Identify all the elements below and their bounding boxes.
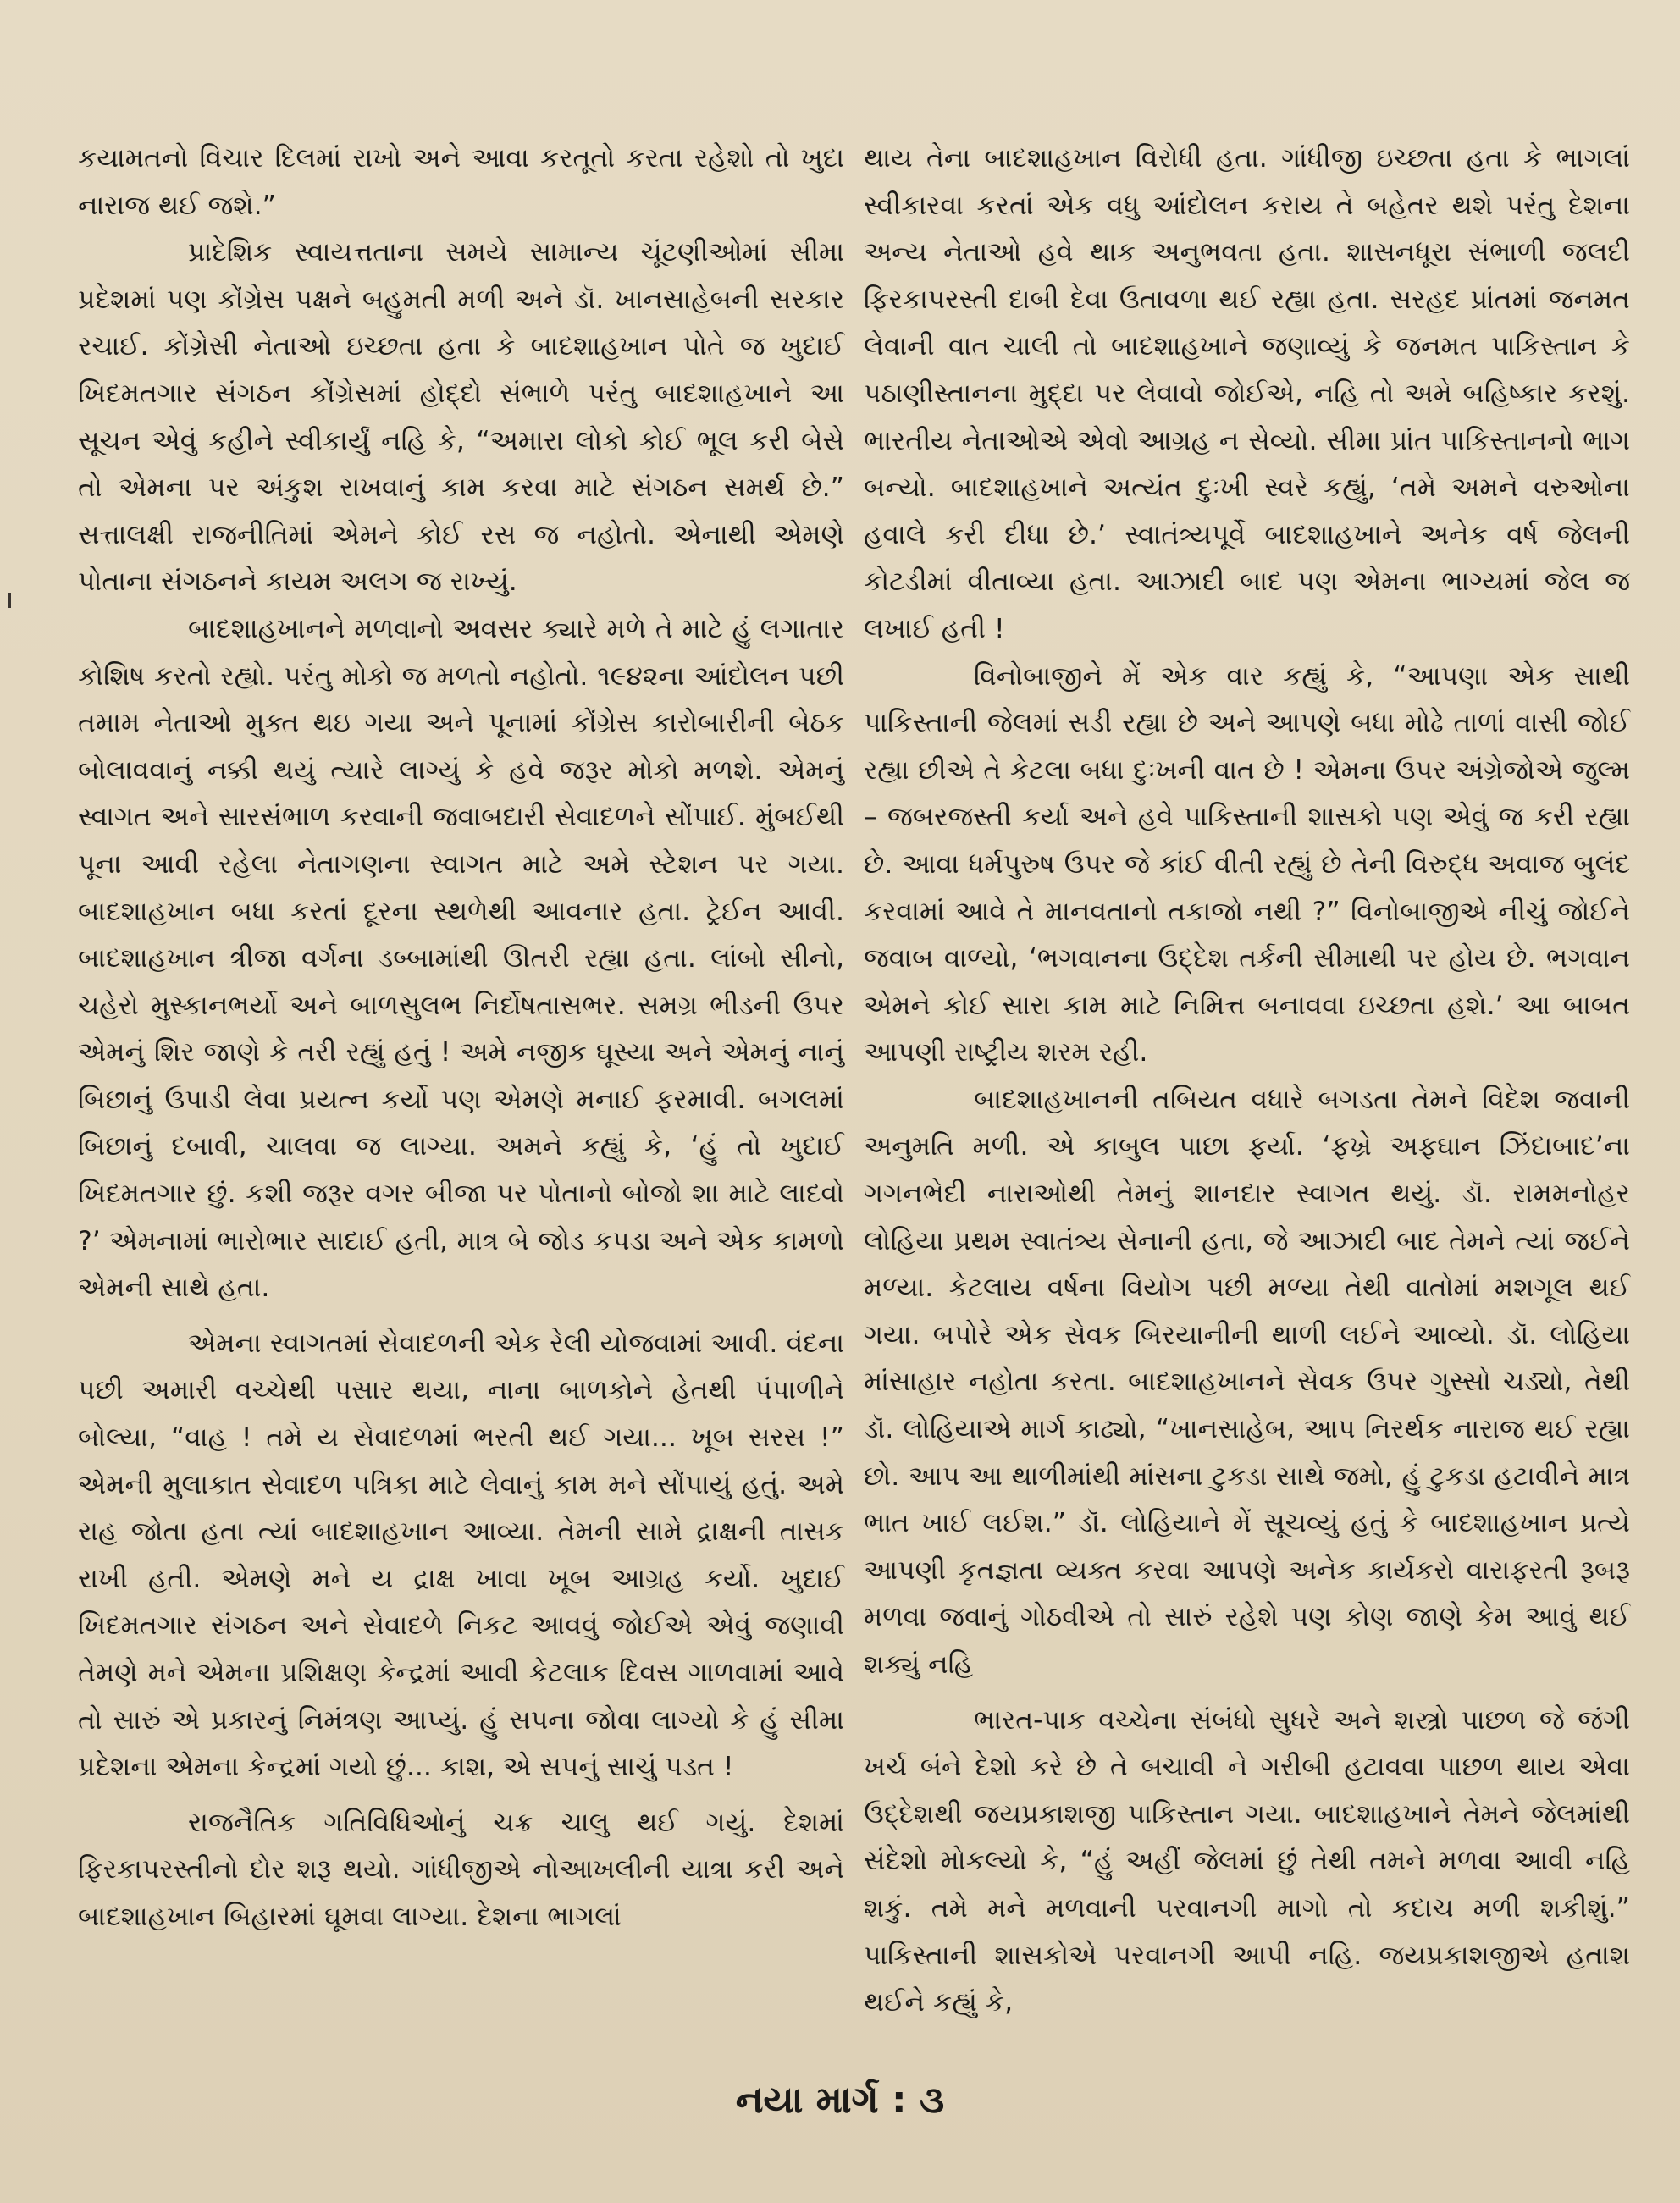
left-column xyxy=(78,135,844,1941)
paragraph: પ્રાદેશિક સ્વાયત્તતાના સમયે સામાન્ય ચૂંટણીઓમાં સીમા પ્રદેશમાં પણ કોંગ્રેસ પક્ષને બહુમતી મળી અને ડૉ. ખાનસાહેબની સરકાર રચાઈ. કોંગ્રેસી નેતાઓ ઇચ્છતા હતા કે બાદશાહખાન પોતે જ ખુદાઈ ખિદમતગાર સંગઠન કોંગ્રેસમાં હોદ્દો સંભાળે પરંતુ બાદશાહખાને આ સૂચન એવું કહીને સ્વીકાર્યું નહિ કે, “અમારા લોકો કોઈ ભૂલ કરી બેસે તો એમના પર અંકુશ રાખવાનું કામ કરવા માટે સંગઠન સમર્થ છે.” સત્તાલક્ષી રાજનીતિમાં એમને કોઈ રસ જ નહોતો. એનાથી એમણે પોતાના સંગઠનને કાયમ અલગ જ રાખ્યું. xyxy=(78,237,844,598)
paragraph: રાજનૈતિક ગતિવિધિઓનું ચક્ર ચાલુ થઈ ગયું. દેશમાં ફિરકાપરસ્તીનો દોર શરૂ થયો. ગાંધીજીએ નોઆખલીની યાત્રા કરી અને બાદશાહખાન બિહારમાં ઘૂમવા લાગ્યા. દેશના ભાગલાં xyxy=(78,1807,844,1932)
paragraph: બાદશાહખાનને મળવાનો અવસર ક્યારે મળે તે માટે હું લગાતાર કોશિષ કરતો રહ્યો. પરંતુ મોકો જ મળતો નહોતો. ૧૯૪૨ના આંદોલન પછી તમામ નેતાઓ મુક્ત થઇ ગયા અને પૂનામાં કોંગ્રેસ કારોબારીની બેઠક બોલાવવાનું નક્કી થયું ત્યારે લાગ્યું કે હવે જરૂર મોકો મળશે. એમનું સ્વાગત અને સારસંભાળ કરવાની જવાબદારી સેવાદળને સોંપાઈ. મુંબઈથી પૂના આવી રહેલા નેતાગણના સ્વાગત માટે અમે સ્ટેશન પર ગયા. બાદશાહખાન બધા કરતાં દૂરના સ્થળેથી આવનાર હતા. ટ્રેઈન આવી. બાદશાહખાન ત્રીજા વર્ગના ડબ્બામાંથી ઊતરી રહ્યા હતા. લાંબો સીનો, ચહેરો મુસ્કાનભર્યો અને બાળસુલભ નિર્દોષતાસભર. સમગ્ર ભીડની ઉપર એમનું શિર જાણે કે તરી રહ્યું હતું ! અમે નજીક ઘૂસ્યા અને એમનું નાનું બિછાનું ઉપાડી લેવા પ્રયત્ન કર્યો પણ એમણે મનાઈ ફરમાવી. બગલમાં બિછાનું દબાવી, ચાલવા જ લાગ્યા. અમને કહ્યું કે, ‘હું તો ખુદાઈ ખિદમતગાર છું. કશી જરૂર વગર બીજા પર પોતાનો બોજો શા માટે લાદવો ?’ એમનામાં ભારોભાર સાદાઈ હતી, માત્ર બે જોડ કપડા અને એક કામળો એમની સાથે હતા. xyxy=(78,613,845,1304)
paragraph: એમના સ્વાગતમાં સેવાદળની એક રેલી યોજવામાં આવી. વંદના પછી અમારી વચ્ચેથી પસાર થયા, નાના બાળકોને હેતથી પંપાળીને બોલ્યા, “વાહ ! તમે ય સેવાદળમાં ભરતી થઈ ગયા... ખૂબ સરસ !” એમની મુલાકાત સેવાદળ પત્રિકા માટે લેવાનું કામ મને સોંપાયું હતું. અમે રાહ જોતા હતા ત્યાં બાદશાહખાન આવ્યા. તેમની સામે દ્રાક્ષની તાસક રાખી હતી. એમણે મને ય દ્રાક્ષ ખાવા ખૂબ આગ્રહ કર્યો. ખુદાઈ ખિદમતગાર સંગઠન અને સેવાદળે નિકટ આવવું જોઈએ એવું જણાવી તેમણે મને એમના પ્રશિક્ષણ કેન્દ્રમાં આવી કેટલાક દિવસ ગાળવામાં આવે તો સારું એ પ્રકારનું નિમંત્રણ આપ્યું. હું સપના જોવા લાગ્યો કે હું સીમા પ્રદેશના એમના કેન્દ્રમાં ગયો છું... કાશ, એ સપનું સાચું પડત ! xyxy=(78,1328,844,1783)
paragraph: કયામતનો વિચાર દિલમાં રાખો અને આવા કરતૂતો કરતા રહેશો તો ખુદા નારાજ થઈ જશે.” xyxy=(78,143,844,221)
margin-mark xyxy=(8,593,11,608)
right-column xyxy=(864,135,1630,2027)
paragraph: બાદશાહખાનની તબિયત વધારે બગડતા તેમને વિદેશ જવાની અનુમતિ મળી. એ કાબુલ પાછા ફર્યા. ‘ફખ્રે અફઘાન ઝિંદાબાદ’ના ગગનભેદી નારાઓથી તેમનું શાનદાર સ્વાગત થયું. ડૉ. રામમનોહર લોહિયા પ્રથમ સ્વાતંત્ર્ય સેનાની હતા, જે આઝાદી બાદ તેમને ત્યાં જઈને મળ્યા. કેટલાય વર્ષના વિયોગ પછી મળ્યા તેથી વાતોમાં મશગૂલ થઈ ગયા. બપોરે એક સેવક બિરયાનીની થાળી લઈને આવ્યો. ડૉ. લોહિયા માંસાહાર નહોતા કરતા. બાદશાહખાનને સેવક ઉપર ગુસ્સો ચડ્યો, તેથી ડૉ. લોહિયાએ માર્ગ કાઢ્યો, “ખાનસાહેબ, આપ નિરર્થક નારાજ થઈ રહ્યા છો. આપ આ થાળીમાંથી માંસના ટુકડા સાથે જમો, હું ટુકડા હટાવીને માત્ર ભાત ખાઈ લઈશ.” ડૉ. લોહિયાને મેં સૂચવ્યું હતું કે બાદશાહખાન પ્રત્યે આપણી કૃતજ્ઞતા વ્યક્ત કરવા આપણે અનેક કાર્યકરો વારાફરતી રૂબરૂ મળવા જવાનું ગોઠવીએ તો સારું રહેશે પણ કોણ જાણે કેમ આવું થઈ શક્યું નહિ xyxy=(864,1084,1630,1680)
paragraph: ભારત-પાક વચ્ચેના સંબંધો સુધરે અને શસ્ત્રો પાછળ જે જંગી ખર્ચ બંને દેશો કરે છે તે બચાવી ને ગરીબી હટાવવા પાછળ થાય એવા ઉદ્દેશથી જયપ્રકાશજી પાકિસ્તાન ગયા. બાદશાહખાને તેમને જેલમાંથી સંદેશો મોકલ્યો કે, “હું અહીં જેલમાં છું તેથી તમને મળવા આવી નહિ શકું. તમે મને મળવાની પરવાનગી માગો તો કદાચ મળી શકીશું.” પાકિસ્તાની શાસકોએ પરવાનગી આપી નહિ. જયપ્રકાશજીએ હતાશ થઈને કહ્યું કે, xyxy=(864,1704,1630,2018)
paragraph: થાય તેના બાદશાહખાન વિરોધી હતા. ગાંધીજી ઇચ્છતા હતા કે ભાગલાં સ્વીકારવા કરતાં એક વધુ આંદોલન કરાય તે બહેતર થશે પરંતુ દેશના અન્ય નેતાઓ હવે થાક અનુભવતા હતા. શાસનધૂરા સંભાળી જલદી ફિરકાપરસ્તી દાબી દેવા ઉતાવળા થઈ રહ્યા હતા. સરહદ પ્રાંતમાં જનમત લેવાની વાત ચાલી તો બાદશાહખાને જણાવ્યું કે જનમત પાકિસ્તાન કે પઠાણીસ્તાનના મુદ્દા પર લેવાવો જોઈએ, નહિ તો અમે બહિષ્કાર કરશું. ભારતીય નેતાઓએ એવો આગ્રહ ન સેવ્યો. સીમા પ્રાંત પાકિસ્તાનનો ભાગ બન્યો. બાદશાહખાને અત્યંત દુઃખી સ્વરે કહ્યું, ‘તમે અમને વરુઓના હવાલે કરી દીધા છે.’ સ્વાતંત્ર્યપૂર્વે બાદશાહખાને અનેક વર્ષ જેલની કોટડીમાં વીતાવ્યા હતા. આઝાદી બાદ પણ એમના ભાગ્યમાં જેલ જ લખાઈ હતી ! xyxy=(864,143,1630,644)
page-footer: નયા માર્ગ : ૩ xyxy=(735,2079,945,2122)
paragraph: વિનોબાજીને મેં એક વાર કહ્યું કે, “આપણા એક સાથી પાકિસ્તાની જેલમાં સડી રહ્યા છે અને આપણે બધા મોઢે તાળાં વાસી જોઈ રહ્યા છીએ તે કેટલા બધા દુઃખની વાત છે ! એમના ઉપર અંગ્રેજોએ જુલ્મ – જબરજસ્તી કર્યા અને હવે પાકિસ્તાની શાસકો પણ એવું જ કરી રહ્યા છે. આવા ધર્મપુરુષ ઉપર જે કાંઈ વીતી રહ્યું છે તેની વિરુદ્ધ અવાજ બુલંદ કરવામાં આવે તે માનવતાનો તકાજો નથી ?” વિનોબાજીએ નીચું જોઈને જવાબ વાળ્યો, ‘ભગવાનના ઉદ્દેશ તર્કની સીમાથી પર હોય છે. ભગવાન એમને કોઈ સારા કામ માટે નિમિત્ત બનાવવા ઇચ્છતા હશે.’ આ બાબત આપણી રાષ્ટ્રીય શરમ રહી. xyxy=(864,660,1630,1068)
